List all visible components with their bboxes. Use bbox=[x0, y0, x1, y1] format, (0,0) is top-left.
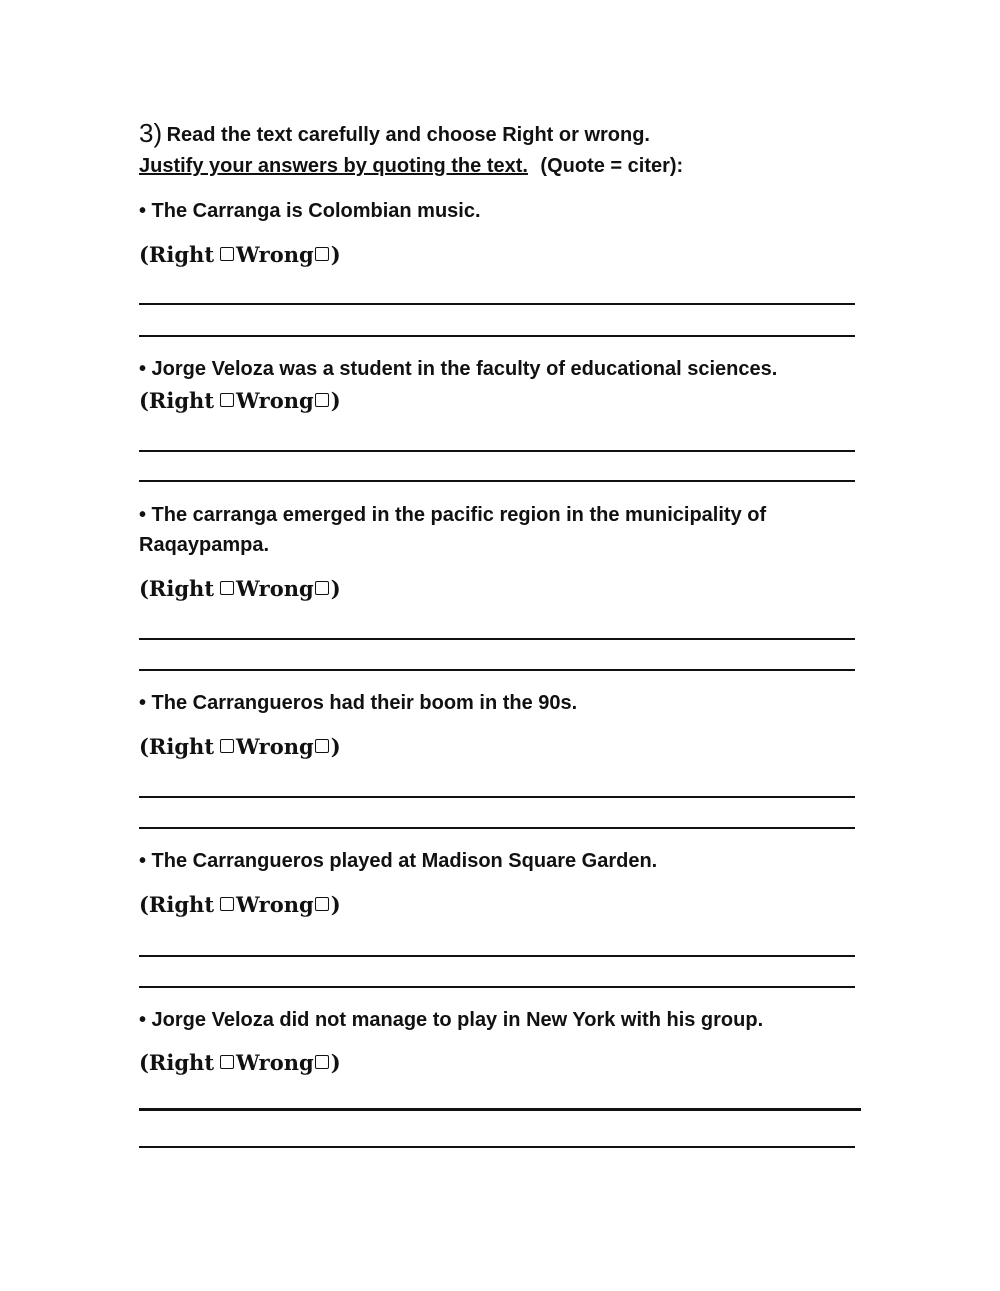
wrong-checkbox[interactable] bbox=[315, 393, 329, 407]
right-checkbox[interactable] bbox=[220, 897, 234, 911]
right-checkbox[interactable] bbox=[220, 1055, 234, 1069]
answer-line[interactable] bbox=[139, 986, 855, 988]
choice-close: ) bbox=[330, 1050, 341, 1075]
statement-2: • Jorge Veloza was a student in the faculty of educational sciences. bbox=[139, 358, 778, 380]
wrong-label: Wrong bbox=[236, 576, 314, 601]
answer-line[interactable] bbox=[139, 450, 855, 452]
choice-close: ) bbox=[330, 892, 341, 917]
wrong-label: Wrong bbox=[236, 242, 314, 267]
answer-line[interactable] bbox=[139, 480, 855, 482]
right-label: (Right bbox=[139, 892, 215, 917]
right-label: (Right bbox=[139, 576, 215, 601]
choice-close: ) bbox=[330, 388, 341, 413]
choice-2 bbox=[139, 388, 341, 413]
right-checkbox[interactable] bbox=[220, 393, 234, 407]
statement-4: • The Carrangueros had their boom in the 90s. bbox=[139, 692, 578, 714]
choice-3 bbox=[139, 576, 341, 601]
choice-4 bbox=[139, 734, 341, 759]
wrong-label: Wrong bbox=[236, 1050, 314, 1075]
wrong-label: Wrong bbox=[236, 734, 314, 759]
right-checkbox[interactable] bbox=[220, 247, 234, 261]
choice-close: ) bbox=[330, 576, 341, 601]
statement-6: • Jorge Veloza did not manage to play in New York with his group. bbox=[139, 1009, 764, 1031]
wrong-checkbox[interactable] bbox=[315, 739, 329, 753]
instruction-text: Read the text carefully and choose Right or wrong. bbox=[166, 124, 650, 146]
answer-line[interactable] bbox=[139, 1108, 861, 1111]
wrong-label: Wrong bbox=[236, 892, 314, 917]
question-number: 3) bbox=[139, 118, 163, 148]
choice-6 bbox=[139, 1050, 341, 1075]
statement-5: • The Carrangueros played at Madison Square Garden. bbox=[139, 850, 658, 872]
answer-line[interactable] bbox=[139, 827, 855, 829]
statement-3: • The carranga emerged in the pacific region in the municipality of bbox=[139, 504, 767, 526]
wrong-checkbox[interactable] bbox=[315, 581, 329, 595]
right-checkbox[interactable] bbox=[220, 581, 234, 595]
answer-line[interactable] bbox=[139, 669, 855, 671]
wrong-checkbox[interactable] bbox=[315, 1055, 329, 1069]
quote-note: (Quote = citer): bbox=[540, 155, 684, 177]
answer-line[interactable] bbox=[139, 335, 855, 337]
statement-1: • The Carranga is Colombian music. bbox=[139, 200, 481, 222]
right-label: (Right bbox=[139, 242, 215, 267]
statement-3-continued: Raqaypampa. bbox=[139, 534, 270, 556]
choice-close: ) bbox=[330, 242, 341, 267]
justify-text: Justify your answers by quoting the text. bbox=[139, 155, 528, 177]
answer-line[interactable] bbox=[139, 1146, 855, 1148]
choice-5 bbox=[139, 892, 341, 917]
right-label: (Right bbox=[139, 1050, 215, 1075]
wrong-label: Wrong bbox=[236, 388, 314, 413]
question-heading bbox=[139, 118, 650, 149]
wrong-checkbox[interactable] bbox=[315, 897, 329, 911]
right-checkbox[interactable] bbox=[220, 739, 234, 753]
wrong-checkbox[interactable] bbox=[315, 247, 329, 261]
choice-close: ) bbox=[330, 734, 341, 759]
answer-line[interactable] bbox=[139, 638, 855, 640]
right-label: (Right bbox=[139, 734, 215, 759]
justify-instruction bbox=[139, 155, 683, 178]
answer-line[interactable] bbox=[139, 303, 855, 305]
right-label: (Right bbox=[139, 388, 215, 413]
answer-line[interactable] bbox=[139, 955, 855, 957]
answer-line[interactable] bbox=[139, 796, 855, 798]
choice-1 bbox=[139, 242, 341, 267]
